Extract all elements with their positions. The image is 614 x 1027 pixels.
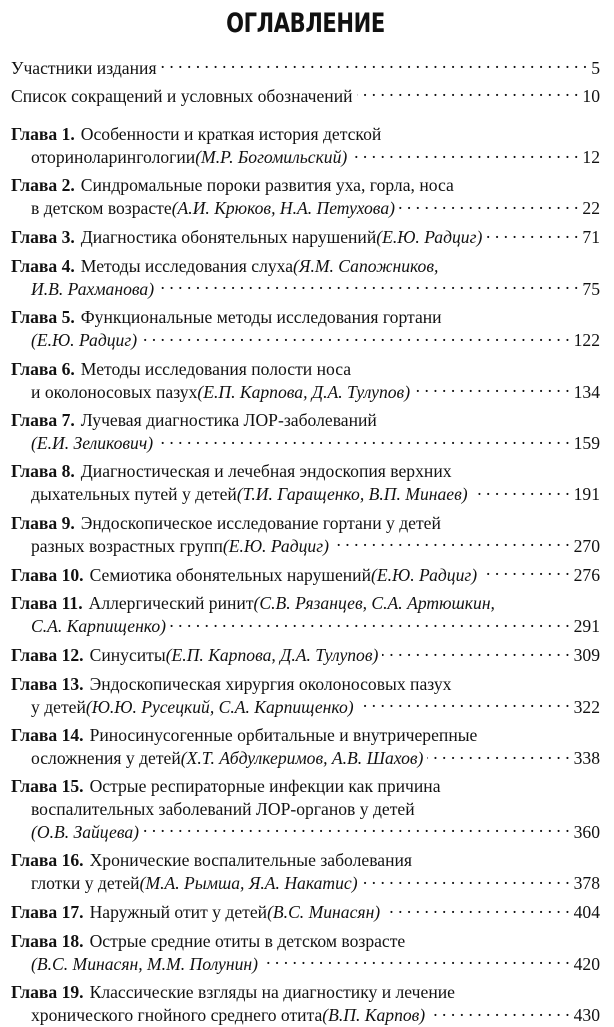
chapter-authors: (Ю.Ю. Русецкий, С.А. Карпищенко) [85, 696, 354, 717]
toc-entry[interactable] [11, 56, 600, 79]
page-number: 270 [573, 535, 600, 556]
page-number: 338 [573, 748, 600, 769]
chapter-line [11, 724, 600, 746]
chapter-entry[interactable] [11, 592, 600, 637]
chapter-line [11, 901, 600, 924]
dot-leader [262, 952, 570, 970]
chapter-line [11, 563, 600, 586]
chapter-title-text: Синуситы [89, 645, 166, 666]
chapter-line [11, 746, 600, 769]
dot-leader [399, 197, 578, 215]
dot-leader [141, 329, 570, 347]
page-number: 10 [582, 85, 600, 106]
chapter-title-text: воспалительных заболеваний ЛОР-органов у детей [31, 798, 415, 819]
dot-leader [429, 1004, 569, 1022]
page-number: 276 [573, 564, 600, 585]
chapter-entry[interactable] [11, 644, 600, 667]
chapter-title-text: глотки у детей [31, 873, 140, 894]
chapter-line [11, 673, 600, 695]
chapter-line [11, 930, 600, 952]
chapter-authors: (Т.И. Гаращенко, В.П. Минаев) [236, 484, 468, 505]
chapter-line [11, 534, 600, 557]
page-number: 360 [573, 821, 600, 842]
page-number: 71 [582, 227, 600, 248]
chapter-label: Глава 6. [11, 358, 75, 379]
chapter-entry[interactable] [11, 901, 600, 924]
dot-leader [358, 695, 570, 713]
chapter-line [11, 1004, 600, 1027]
page-number: 378 [573, 873, 600, 894]
chapter-authors: (С.В. Рязанцев, С.А. Артюшкин, [253, 593, 495, 614]
chapter-title-text: и околоносовых пазух [31, 381, 198, 402]
chapter-title-text: в детском возрасте [31, 198, 172, 219]
chapter-line [11, 380, 600, 403]
chapter-title-text: у детей [31, 696, 86, 717]
chapter-label: Глава 11. [11, 593, 83, 614]
chapter-authors: (В.С. Минасян, М.М. Полунин) [31, 953, 258, 974]
chapter-entry[interactable] [11, 512, 600, 557]
dot-leader [472, 483, 570, 501]
chapter-title-text: хронического гнойного среднего отита [31, 1005, 323, 1026]
chapter-label: Глава 15. [11, 776, 84, 797]
chapter-authors: (Е.Ю. Радциг) [31, 330, 138, 351]
dot-leader [351, 145, 578, 163]
chapter-line [11, 145, 600, 168]
chapter-line [11, 592, 600, 614]
page-number: 420 [573, 953, 600, 974]
page-number: 291 [573, 616, 600, 637]
chapter-entry[interactable] [11, 123, 600, 168]
page-title: ОГЛАВЛЕНИЕ [226, 8, 385, 39]
chapter-line [11, 460, 600, 482]
chapter-entry[interactable] [11, 775, 600, 843]
chapter-label: Глава 18. [11, 930, 84, 951]
chapter-authors: (М.Р. Богомильский) [195, 147, 348, 167]
dot-leader [158, 277, 578, 295]
chapter-entry[interactable] [11, 563, 600, 586]
dot-leader [143, 820, 570, 838]
chapter-title-text: Острые респираторные инфекции как причина [89, 776, 441, 797]
chapter-title-text: разных возрастных групп [31, 535, 223, 556]
page-number: 322 [573, 696, 600, 717]
chapter-label: Глава 8. [11, 461, 75, 482]
chapter-line [11, 872, 600, 895]
chapter-line [11, 409, 600, 431]
chapter-line [11, 644, 600, 667]
chapter-line [11, 512, 600, 534]
page-number: 5 [591, 57, 600, 78]
chapter-line [11, 798, 600, 820]
chapter-line [11, 197, 600, 220]
chapter-entry[interactable] [11, 460, 600, 505]
chapter-entry[interactable] [11, 724, 600, 769]
page-number: 430 [573, 1005, 600, 1026]
dot-leader [170, 615, 570, 633]
chapter-authors: (Е.П. Карпова, Д.А. Тулупов) [197, 381, 411, 402]
chapter-title-text: Методы исследования слуха [80, 255, 294, 276]
chapter-authors: (Е.Ю. Радциг) [371, 564, 478, 585]
chapter-label: Глава 3. [11, 227, 75, 248]
dot-leader [161, 56, 588, 74]
page-number: 75 [582, 278, 600, 299]
chapter-line [11, 820, 600, 843]
chapter-title-text: Диагностика обонятельных нарушений [80, 227, 377, 248]
chapter-authors: (М.А. Рымша, Я.А. Накатис) [139, 873, 358, 894]
toc-entry[interactable] [11, 84, 600, 107]
chapter-authors: (Е.П. Карпова, Д.А. Тулупов) [165, 645, 379, 666]
chapter-entry[interactable] [11, 849, 600, 894]
chapter-line [11, 226, 600, 249]
chapter-line [11, 306, 600, 328]
chapter-label: Глава 14. [11, 725, 84, 746]
dot-leader [357, 84, 579, 102]
chapter-line [11, 329, 600, 352]
dot-leader [486, 226, 578, 244]
chapter-authors: (О.В. Зайцева) [31, 821, 140, 842]
page-number: 159 [573, 433, 600, 454]
chapter-title-text: Семиотика обонятельных нарушений [89, 564, 372, 585]
chapter-title-text: Методы исследования полости носа [80, 358, 352, 379]
chapter-entry[interactable] [11, 255, 600, 300]
chapter-title-text: Аллергический ринит [88, 593, 254, 614]
chapter-authors: (В.С. Минасян) [267, 902, 381, 923]
chapter-line [11, 615, 600, 638]
chapter-line [11, 775, 600, 797]
chapter-line [11, 695, 600, 718]
chapter-label: Глава 4. [11, 255, 75, 276]
chapter-line [11, 123, 600, 145]
chapter-entry[interactable] [11, 174, 600, 219]
chapter-line [11, 849, 600, 871]
page-number: 122 [573, 330, 600, 351]
section-gap [11, 112, 600, 123]
chapter-title-text: Острые средние отиты в детском возрасте [89, 930, 406, 951]
chapter-title-text: Синдромальные пороки развития уха, горла, носа [80, 175, 454, 196]
chapter-authors: С.А. Карпищенко) [31, 616, 167, 637]
chapter-authors: (Е.И. Зеликович) [31, 433, 154, 454]
page-number: 12 [582, 147, 600, 167]
chapter-line [11, 277, 600, 300]
chapter-line [11, 174, 600, 196]
toc-list [11, 56, 600, 1027]
chapter-label: Глава 16. [11, 850, 84, 871]
chapter-title-text: Наружный отит у детей [89, 902, 268, 923]
chapter-label: Глава 12. [11, 645, 84, 666]
dot-leader [333, 534, 570, 552]
chapter-title-text: Лучевая диагностика ЛОР-заболеваний [80, 410, 377, 431]
dot-leader [427, 746, 569, 764]
page-number: 191 [573, 484, 600, 505]
chapter-title-text: дыхательных путей у детей [31, 484, 237, 505]
chapter-label: Глава 13. [11, 673, 84, 694]
chapter-line [11, 431, 600, 454]
page-number: 309 [573, 645, 600, 666]
chapter-label: Глава 1. [11, 124, 75, 144]
toc-entry-line [11, 56, 600, 79]
chapter-title-text: осложнения у детей [31, 748, 181, 769]
chapter-title-text: Эндоскопическая хирургия околоносовых пазух [89, 673, 452, 694]
chapter-entry[interactable] [11, 409, 600, 454]
chapter-title-text: оториноларингологии [31, 147, 196, 167]
chapter-line [11, 952, 600, 975]
chapter-entry[interactable] [11, 226, 600, 249]
chapter-authors: (Х.Т. Абдулкеримов, А.В. Шахов) [180, 748, 424, 769]
chapter-entry[interactable] [11, 358, 600, 403]
toc-entry-text: Список сокращений и условных обозначений [11, 85, 353, 106]
chapter-line [11, 981, 600, 1003]
chapter-title-text: Эндоскопическое исследование гортани у детей [80, 512, 441, 533]
dot-leader [382, 644, 569, 662]
chapter-authors: (Я.М. Сапожников, [293, 255, 439, 276]
chapter-title-text: Хронические воспалительные заболевания [89, 850, 413, 871]
dot-leader [481, 563, 570, 581]
chapter-title-text: Классические взгляды на диагностику и лечение [89, 982, 455, 1003]
chapter-entry[interactable] [11, 673, 600, 718]
chapter-line [11, 358, 600, 380]
chapter-label: Глава 10. [11, 564, 84, 585]
chapter-authors: (А.И. Крюков, Н.А. Петухова) [171, 198, 395, 219]
toc-entry-text: Участники издания [11, 57, 157, 78]
chapter-entry[interactable] [11, 306, 600, 351]
toc-entry-line [11, 84, 600, 107]
chapter-label: Глава 2. [11, 175, 75, 196]
dot-leader [157, 431, 570, 449]
chapter-line [11, 483, 600, 506]
chapter-authors: И.В. Рахманова) [31, 278, 155, 299]
chapter-entry[interactable] [11, 981, 600, 1026]
chapter-title-text: Риносинусогенные орбитальные и внутричерепные [89, 725, 478, 746]
chapter-label: Глава 5. [11, 307, 75, 328]
dot-leader [384, 901, 569, 919]
chapter-authors: (Е.Ю. Радциг) [222, 535, 329, 556]
chapter-title-text: Особенности и краткая история детской [80, 124, 382, 144]
chapter-label: Глава 7. [11, 410, 75, 431]
page-number: 22 [582, 198, 600, 219]
dot-leader [362, 872, 570, 890]
chapter-label: Глава 9. [11, 512, 75, 533]
chapter-label: Глава 17. [11, 902, 84, 923]
chapter-title-text: Функциональные методы исследования гортани [80, 307, 442, 328]
dot-leader [414, 380, 570, 398]
chapter-authors: (В.П. Карпов) [322, 1005, 426, 1026]
chapter-entry[interactable] [11, 930, 600, 975]
chapter-label: Глава 19. [11, 982, 84, 1003]
chapter-authors: (Е.Ю. Радциг) [376, 227, 483, 248]
page-number: 404 [573, 902, 600, 923]
page-number: 134 [573, 381, 600, 402]
chapter-title-text: Диагностическая и лечебная эндоскопия верхних [80, 461, 452, 482]
chapter-line [11, 255, 600, 277]
